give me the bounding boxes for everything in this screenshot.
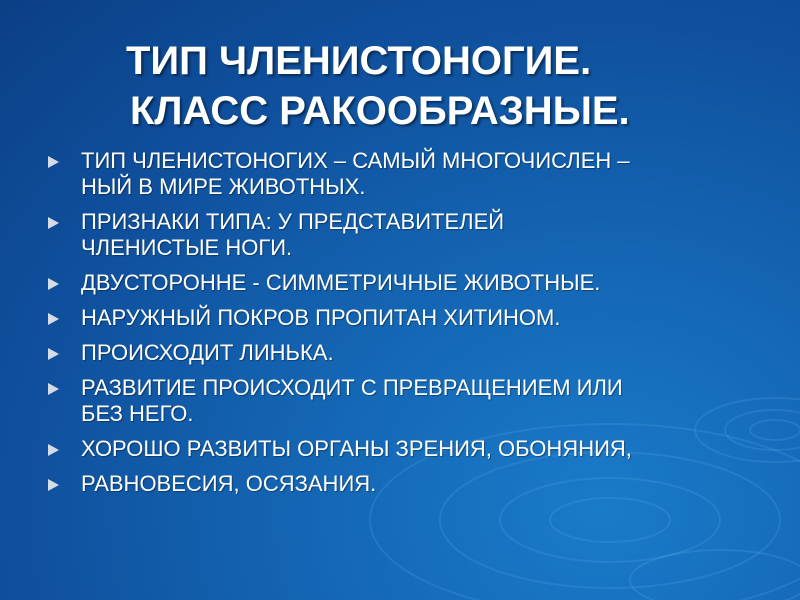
bullet-item	[48, 436, 768, 462]
bullet-item	[48, 305, 768, 331]
bullet-text: ТИП ЧЛЕНИСТОНОГИХ – САМЫЙ МНОГОЧИСЛЕН – НЫЙ В МИРЕ ЖИВОТНЫХ.	[81, 148, 630, 199]
triangle-bullet-icon	[48, 278, 59, 290]
bullet-item	[48, 270, 768, 296]
triangle-bullet-icon	[48, 444, 59, 456]
triangle-bullet-icon	[48, 156, 59, 168]
bullet-item	[48, 375, 768, 427]
bullet-text: ДВУСТОРОННЕ - СИММЕТРИЧНЫЕ ЖИВОТНЫЕ.	[81, 270, 601, 295]
slide-title	[0, 36, 800, 136]
bullet-text: РАЗВИТИЕ ПРОИСХОДИТ С ПРЕВРАЩЕНИЕМ ИЛИ БЕЗ НЕГО.	[81, 375, 623, 426]
bullet-item	[48, 471, 768, 497]
bullet-text: ХОРОШО РАЗВИТЫ ОРГАНЫ ЗРЕНИЯ, ОБОНЯНИЯ,	[81, 436, 632, 461]
title-line-2: КЛАСС РАКООБРАЗНЫЕ.	[130, 89, 630, 133]
triangle-bullet-icon	[48, 383, 59, 395]
bullet-item	[48, 340, 768, 366]
triangle-bullet-icon	[48, 217, 59, 229]
bullet-text: РАВНОВЕСИЯ, ОСЯЗАНИЯ.	[81, 471, 377, 496]
bullet-list	[48, 148, 768, 506]
bullet-item	[48, 148, 768, 200]
triangle-bullet-icon	[48, 479, 59, 491]
bullet-text: НАРУЖНЫЙ ПОКРОВ ПРОПИТАН ХИТИНОМ.	[81, 305, 561, 330]
bullet-text: ПРИЗНАКИ ТИПА: У ПРЕДСТАВИТЕЛЕЙ ЧЛЕНИСТЫЕ НОГИ.	[81, 209, 505, 260]
bullet-item	[48, 209, 768, 261]
title-line-1: ТИП ЧЛЕНИСТОНОГИЕ.	[126, 39, 592, 83]
triangle-bullet-icon	[48, 348, 59, 360]
triangle-bullet-icon	[48, 313, 59, 325]
bullet-text: ПРОИСХОДИТ ЛИНЬКА.	[81, 340, 334, 365]
